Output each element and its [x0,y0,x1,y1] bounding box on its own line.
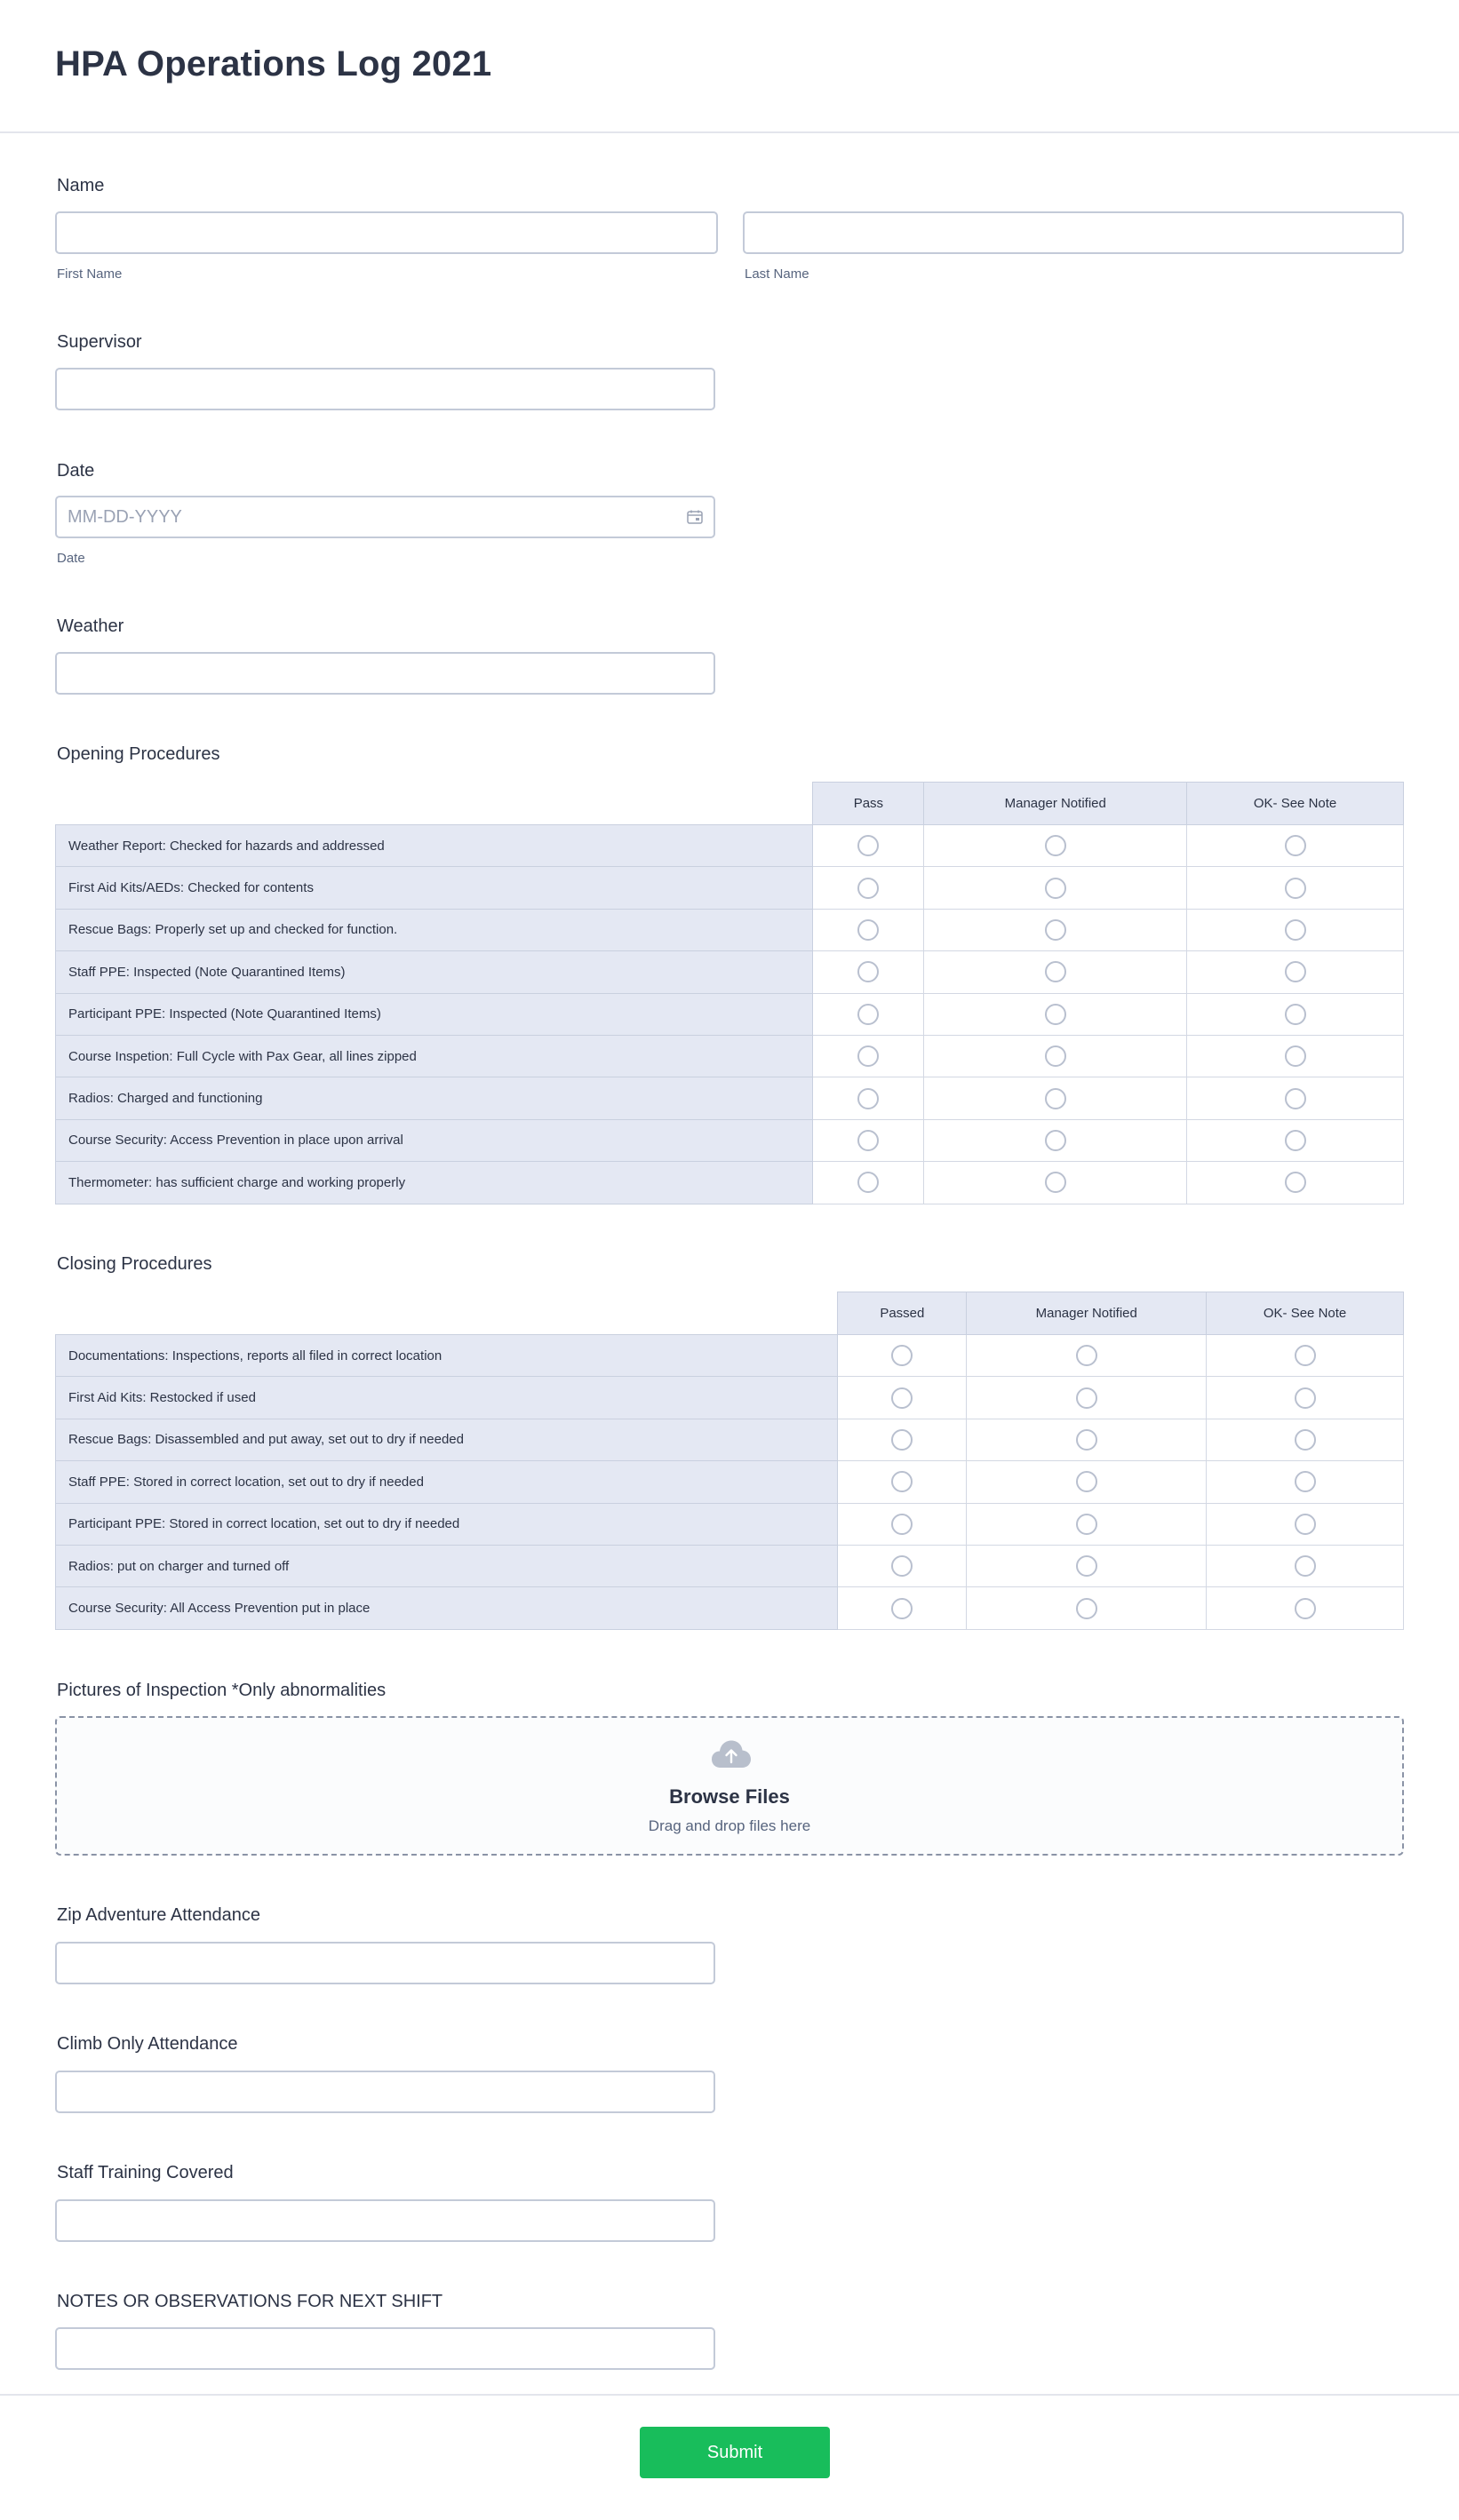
first-name-input[interactable] [55,211,718,254]
matrix-cell [924,1077,1187,1119]
matrix-cell [1187,825,1404,867]
matrix-radio[interactable] [891,1514,913,1535]
matrix-row [56,825,1404,867]
matrix-radio[interactable] [1076,1555,1097,1577]
last-name-input[interactable] [743,211,1404,254]
matrix-cell [967,1545,1207,1586]
matrix-radio[interactable] [857,919,879,941]
matrix-cell [1207,1503,1404,1545]
matrix-radio[interactable] [891,1598,913,1619]
matrix-cell [1187,867,1404,909]
closing-procedures-label: Closing Procedures [57,1254,212,1274]
matrix-row [56,951,1404,993]
matrix-row [56,1377,1404,1419]
matrix-cell [813,1119,924,1161]
matrix-radio[interactable] [891,1555,913,1577]
matrix-radio[interactable] [857,835,879,856]
matrix-radio[interactable] [1076,1471,1097,1492]
matrix-cell [1187,1077,1404,1119]
matrix-row [56,867,1404,909]
matrix-cell [838,1545,967,1586]
matrix-radio[interactable] [1285,919,1306,941]
matrix-cell [1187,951,1404,993]
matrix-radio[interactable] [1285,835,1306,856]
matrix-cell [967,1503,1207,1545]
matrix-radio[interactable] [1045,1130,1066,1151]
opening-col-header: Manager Notified [924,783,1187,825]
matrix-radio[interactable] [1285,1172,1306,1193]
matrix-cell [967,1335,1207,1377]
matrix-radio[interactable] [1076,1598,1097,1619]
matrix-radio[interactable] [857,1004,879,1025]
closing-col-header: OK- See Note [1207,1292,1404,1335]
weather-input[interactable] [55,652,715,695]
matrix-radio[interactable] [1285,1045,1306,1067]
matrix-cell [1207,1587,1404,1629]
matrix-radio[interactable] [1295,1429,1316,1451]
matrix-cell [838,1503,967,1545]
matrix-row-label: Radios: Charged and functioning [56,1077,813,1119]
matrix-row-label: Participant PPE: Stored in correct location, set out to dry if needed [56,1503,838,1545]
matrix-row-label: Course Security: Access Prevention in place upon arrival [56,1119,813,1161]
matrix-radio[interactable] [1045,1045,1066,1067]
matrix-corner [56,1292,838,1335]
matrix-row-label: Staff PPE: Inspected (Note Quarantined Items) [56,951,813,993]
matrix-cell [838,1587,967,1629]
date-label: Date [57,461,95,481]
matrix-row [56,909,1404,950]
matrix-radio[interactable] [1295,1345,1316,1366]
matrix-cell [924,951,1187,993]
matrix-cell [1187,909,1404,950]
matrix-radio[interactable] [1045,1172,1066,1193]
matrix-row-label: Staff PPE: Stored in correct location, set out to dry if needed [56,1461,838,1503]
last-name-sublabel: Last Name [745,266,809,282]
first-name-sublabel: First Name [57,266,123,282]
matrix-cell [1207,1335,1404,1377]
matrix-radio[interactable] [1285,878,1306,899]
matrix-radio[interactable] [857,878,879,899]
matrix-cell [1187,1162,1404,1204]
matrix-cell [967,1419,1207,1460]
matrix-radio[interactable] [1045,835,1066,856]
climb-attendance-label: Climb Only Attendance [57,2034,238,2054]
matrix-radio[interactable] [891,1429,913,1451]
matrix-row-label: Course Security: All Access Prevention put in place [56,1587,838,1629]
form-header [0,0,1459,133]
file-upload-dropzone[interactable] [55,1716,1404,1856]
matrix-radio[interactable] [1076,1387,1097,1409]
matrix-radio[interactable] [1076,1429,1097,1451]
matrix-cell [813,1035,924,1077]
staff-training-input[interactable] [55,2199,715,2242]
climb-attendance-input[interactable] [55,2071,715,2113]
opening-procedures-label: Opening Procedures [57,744,220,764]
matrix-radio[interactable] [891,1345,913,1366]
matrix-radio[interactable] [1045,878,1066,899]
matrix-cell [813,867,924,909]
matrix-cell [813,825,924,867]
matrix-radio[interactable] [1285,1088,1306,1109]
matrix-row-label: First Aid Kits/AEDs: Checked for contents [56,867,813,909]
closing-col-header: Passed [838,1292,967,1335]
matrix-cell [924,825,1187,867]
matrix-row-label: Radios: put on charger and turned off [56,1545,838,1586]
pictures-label: Pictures of Inspection *Only abnormalities [57,1681,387,1700]
matrix-cell [838,1461,967,1503]
matrix-cell [924,1119,1187,1161]
matrix-radio[interactable] [1045,1088,1066,1109]
matrix-radio[interactable] [1295,1471,1316,1492]
matrix-cell [924,867,1187,909]
submit-button[interactable]: Submit [640,2427,830,2478]
supervisor-label: Supervisor [57,332,142,352]
matrix-cell [1207,1545,1404,1586]
matrix-cell [813,993,924,1035]
staff-training-label: Staff Training Covered [57,2163,234,2182]
matrix-radio[interactable] [1295,1598,1316,1619]
matrix-radio[interactable] [1076,1345,1097,1366]
zip-attendance-input[interactable] [55,1942,715,1984]
matrix-radio[interactable] [1045,961,1066,982]
matrix-row [56,1162,1404,1204]
matrix-cell [924,909,1187,950]
matrix-cell [924,1162,1187,1204]
date-sublabel: Date [57,551,85,566]
matrix-radio[interactable] [857,1130,879,1151]
matrix-radio[interactable] [891,1471,913,1492]
matrix-row-label: Course Inspetion: Full Cycle with Pax Gear, all lines zipped [56,1035,813,1077]
matrix-row [56,1419,1404,1460]
matrix-radio[interactable] [1076,1514,1097,1535]
matrix-row [56,1335,1404,1377]
matrix-cell [967,1461,1207,1503]
matrix-row-label: Rescue Bags: Properly set up and checked for function. [56,909,813,950]
matrix-row-label: Participant PPE: Inspected (Note Quarantined Items) [56,993,813,1035]
matrix-radio[interactable] [1285,961,1306,982]
matrix-row-label: Weather Report: Checked for hazards and addressed [56,825,813,867]
matrix-corner [56,783,813,825]
matrix-row [56,1119,1404,1161]
matrix-row [56,1461,1404,1503]
matrix-cell [813,1162,924,1204]
matrix-cell [838,1377,967,1419]
matrix-cell [924,1035,1187,1077]
matrix-row-label: Rescue Bags: Disassembled and put away, set out to dry if needed [56,1419,838,1460]
matrix-radio[interactable] [857,1172,879,1193]
matrix-radio[interactable] [1045,1004,1066,1025]
drag-drop-hint: Drag and drop files here [648,1817,811,1834]
matrix-radio[interactable] [857,1088,879,1109]
cloud-upload-icon [711,1739,752,1769]
matrix-row [56,993,1404,1035]
matrix-cell [1187,1119,1404,1161]
matrix-radio[interactable] [1285,1004,1306,1025]
matrix-row-label: Thermometer: has sufficient charge and working properly [56,1162,813,1204]
matrix-cell [813,951,924,993]
notes-label: NOTES OR OBSERVATIONS FOR NEXT SHIFT [57,2292,443,2311]
zip-attendance-label: Zip Adventure Attendance [57,1905,261,1925]
matrix-cell [967,1587,1207,1629]
matrix-radio[interactable] [1295,1387,1316,1409]
calendar-icon[interactable] [687,510,703,524]
matrix-cell [1207,1377,1404,1419]
matrix-radio[interactable] [1045,919,1066,941]
matrix-cell [1207,1419,1404,1460]
matrix-radio[interactable] [1295,1555,1316,1577]
matrix-row-label: Documentations: Inspections, reports all filed in correct location [56,1335,838,1377]
matrix-row [56,1503,1404,1545]
matrix-row-label: First Aid Kits: Restocked if used [56,1377,838,1419]
closing-procedures-matrix [55,1292,1404,1630]
matrix-radio[interactable] [857,1045,879,1067]
name-label: Name [57,176,105,195]
matrix-row [56,1545,1404,1586]
matrix-cell [1207,1461,1404,1503]
matrix-radio[interactable] [857,961,879,982]
matrix-cell [1187,1035,1404,1077]
matrix-row [56,1587,1404,1629]
matrix-cell [924,993,1187,1035]
opening-procedures-matrix [55,782,1404,1204]
matrix-cell [838,1419,967,1460]
matrix-row [56,1077,1404,1119]
opening-col-header: Pass [813,783,924,825]
matrix-cell [813,909,924,950]
matrix-radio[interactable] [1295,1514,1316,1535]
matrix-cell [813,1077,924,1119]
matrix-cell [1187,993,1404,1035]
form-title: HPA Operations Log 2021 [55,44,492,83]
browse-files-button[interactable]: Browse Files [669,1785,790,1808]
matrix-radio[interactable] [1285,1130,1306,1151]
opening-col-header: OK- See Note [1187,783,1404,825]
date-input[interactable] [55,496,715,538]
matrix-radio[interactable] [891,1387,913,1409]
weather-label: Weather [57,616,124,636]
supervisor-input[interactable] [55,368,715,410]
closing-col-header: Manager Notified [967,1292,1207,1335]
matrix-row [56,1035,1404,1077]
matrix-cell [838,1335,967,1377]
matrix-cell [967,1377,1207,1419]
notes-input[interactable] [55,2327,715,2370]
